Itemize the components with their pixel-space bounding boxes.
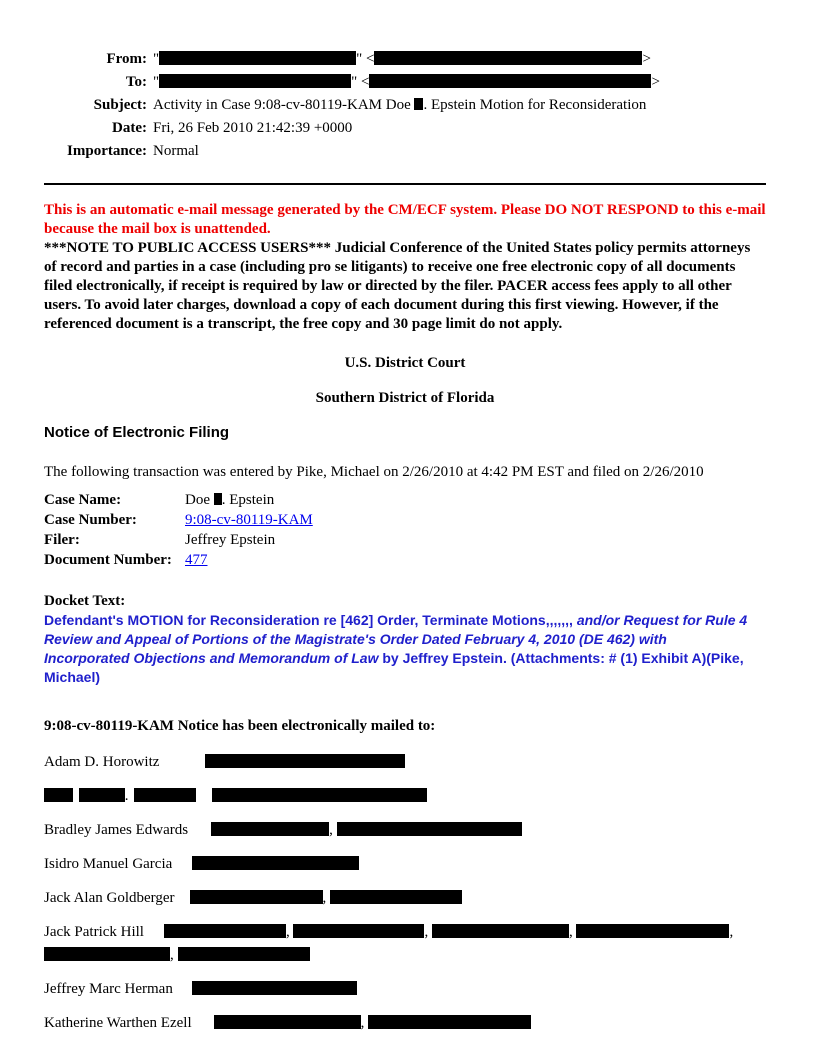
mailed-to-entry-redacted (44, 788, 766, 804)
nef-heading: Notice of Electronic Filing (44, 424, 230, 441)
redacted-name-bar (79, 788, 125, 802)
notices-block (44, 201, 766, 334)
redacted-email-bar (192, 856, 359, 870)
close-quote: " (351, 74, 358, 90)
mailed-to-entry (44, 890, 766, 906)
case-info (44, 490, 766, 570)
redacted-email-bar (337, 822, 522, 836)
case-name-post: . Epstein (221, 492, 275, 508)
docket-text-italic: and/or Request for Rule 4 Review and Appeal of Portions of the Magistrate's Order Dated February 4, 2010 (DE 462) with Incorporated Objections and Memorandum of Law (44, 612, 748, 666)
comma-separator: , (729, 924, 734, 940)
comma-separator: , (424, 924, 432, 940)
open-quote: " (153, 74, 160, 90)
angle-open: < (361, 74, 370, 90)
redacted-email-bar (164, 924, 286, 938)
attorney-name: Jack Alan Goldberger (44, 890, 175, 906)
attorney-name: Katherine Warthen Ezell (44, 1015, 192, 1031)
comma-separator: , (322, 890, 331, 906)
to-label: To: (125, 74, 147, 90)
header-divider (44, 183, 766, 185)
date-value: Fri, 26 Feb 2010 21:42:39 +0000 (153, 120, 353, 136)
docket-text-part1: Defendant's MOTION for Reconsideration re [462] Order, Terminate Motions,,,,,,, (44, 612, 577, 628)
header-row-to (44, 71, 766, 94)
case-name-row (44, 490, 766, 510)
mailed-to-entry (44, 754, 766, 770)
angle-close: > (642, 51, 651, 67)
comma-separator: , (329, 822, 337, 838)
case-name-value (185, 490, 274, 510)
angle-open: < (366, 51, 375, 67)
redacted-email-bar (368, 1015, 531, 1029)
redacted-email-bar (190, 890, 323, 904)
mailed-to-entry (44, 822, 766, 838)
redaction-bar (374, 51, 642, 65)
to-value (153, 71, 766, 94)
mailed-to-entry (44, 981, 766, 997)
header-row-from (44, 48, 766, 71)
date-label: Date: (112, 120, 147, 136)
redaction-bar (159, 74, 351, 88)
document-number-label: Document Number: (44, 552, 172, 568)
comma-separator: , (360, 1015, 369, 1031)
subject-value (153, 94, 766, 117)
redacted-email-bar (44, 947, 170, 961)
case-name-label: Case Name: (44, 492, 122, 508)
filer-label: Filer: (44, 532, 80, 548)
angle-close: > (651, 74, 660, 90)
mailed-to-entry-line2 (44, 947, 766, 963)
comma-separator: , (568, 924, 577, 940)
email-header-block (44, 48, 766, 163)
redacted-email-bar (432, 924, 569, 938)
attorney-name: Isidro Manuel Garcia (44, 856, 173, 872)
mailed-to-entry (44, 924, 766, 963)
importance-label: Importance: (67, 143, 147, 159)
comma-separator: , (170, 947, 178, 963)
from-value (153, 48, 766, 71)
filer-value: Jeffrey Epstein (185, 532, 276, 548)
importance-value: Normal (153, 143, 199, 159)
redacted-email-bar (178, 947, 310, 961)
redacted-email-bar (214, 1015, 361, 1029)
comma-separator: , (285, 924, 294, 940)
case-number-link[interactable]: 9:08-cv-80119-KAM (185, 512, 313, 528)
header-row-subject (44, 94, 766, 117)
open-quote: " (153, 51, 160, 67)
auto-email-notice: This is an automatic e-mail message generated by the CM/ECF system. Please DO NOT RESPOND to this e-mail because the mail box is unattended. (44, 202, 766, 237)
redacted-name-bar (44, 788, 73, 802)
header-row-importance (44, 140, 766, 163)
transaction-intro: The following transaction was entered by Pike, Michael on 2/26/2010 at 4:42 PM EST and filed on 2/26/2010 (44, 464, 704, 480)
header-row-date (44, 117, 766, 140)
redacted-email-bar (211, 822, 329, 836)
redacted-email-bar (330, 890, 462, 904)
document-number-link[interactable]: 477 (185, 552, 208, 568)
docket-text-part3: by Jeffrey Epstein. (Attachments: # (1) Exhibit A)(Pike, Michael) (44, 650, 744, 685)
subject-label: Subject: (93, 97, 147, 113)
attorney-name: Bradley James Edwards (44, 822, 189, 838)
subject-text-pre: Activity in Case 9:08-cv-80119-KAM Doe (153, 97, 415, 113)
redacted-email-bar (576, 924, 729, 938)
subject-text-post: . Epstein Motion for Reconsideration (423, 97, 647, 113)
case-number-label: Case Number: (44, 512, 137, 528)
redacted-name-bar (134, 788, 196, 802)
from-label: From: (106, 51, 147, 67)
docket-text (44, 611, 750, 687)
redaction-bar (159, 51, 356, 65)
case-number-row (44, 510, 766, 530)
document-number-row (44, 550, 766, 570)
public-access-notice: ***NOTE TO PUBLIC ACCESS USERS*** Judicial Conference of the United States policy permits attorneys of record and parties in a case (including pro se litigants) to receive one free electronic copy of all documents filed electronically, if receipt is required by law or directed by the filer. PACER access fees apply to all other users. To avoid later charges, download a copy of each document during this first viewing. However, if the referenced document is a transcript, the free copy and 30 page limit do not apply. (44, 240, 751, 332)
redacted-email-bar (293, 924, 424, 938)
attorney-name: Adam D. Horowitz (44, 754, 160, 770)
attorney-name: Jeffrey Marc Herman (44, 981, 173, 997)
close-quote: " (356, 51, 363, 67)
redacted-email-bar (205, 754, 405, 768)
filer-row (44, 530, 766, 550)
court-district: Southern District of Florida (315, 390, 495, 406)
redaction-bar (214, 493, 222, 505)
court-name: U.S. District Court (344, 355, 466, 371)
attorney-name: Jack Patrick Hill (44, 924, 144, 940)
docket-text-label: Docket Text: (44, 593, 126, 609)
redacted-email-bar (212, 788, 427, 802)
redaction-bar (369, 74, 651, 88)
case-name-pre: Doe (185, 492, 214, 508)
period: . (124, 788, 129, 804)
mailed-to-entry (44, 1015, 766, 1031)
mailed-to-entry (44, 856, 766, 872)
mailed-to-heading: 9:08-cv-80119-KAM Notice has been electronically mailed to: (44, 718, 436, 734)
redacted-email-bar (192, 981, 357, 995)
mailed-to-entry-line1 (44, 924, 766, 940)
